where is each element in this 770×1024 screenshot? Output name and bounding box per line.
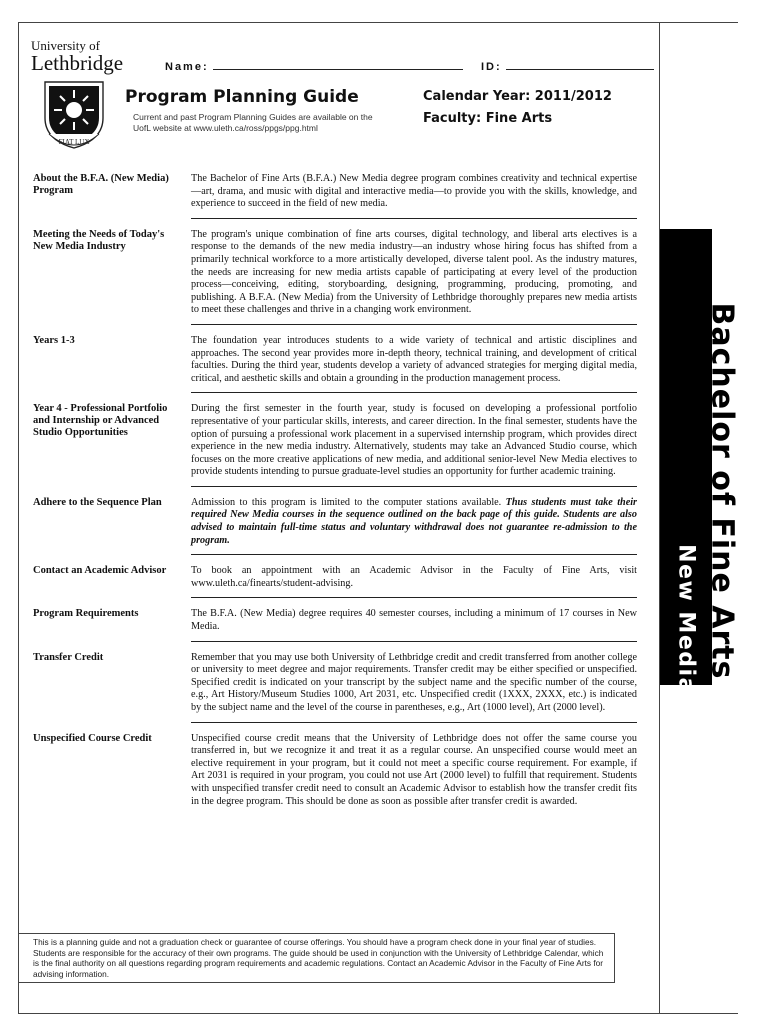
- name-field[interactable]: [165, 59, 463, 73]
- section-body: The program's unique combination of fine arts courses, digital technology, and liberal arts electives is a response to the demands of the new media industry—an industry whose hiring focus has shifted from a primarily technical workforce to a more artistically developed, diverse talent pool. As the industry matures, the needs are increasing for new media artists capable of participating at every level of the production process—conceiving, editing, storyboarding, designing, programming, producing, promoting, and publishing. A B.F.A. (New Media) from the University of Lethbridge thoroughly prepares new media artists to meet these challenges and thrive in a changing work environment.: [191, 228, 637, 316]
- section-program-requirements: [33, 608, 637, 633]
- side-panel: [659, 23, 739, 1013]
- faculty: Faculty: Fine Arts: [423, 111, 553, 126]
- id-label: ID:: [481, 61, 502, 73]
- section-year-4: [33, 403, 637, 479]
- section-heading: Contact an Academic Advisor: [33, 565, 167, 577]
- id-blank-line[interactable]: [506, 59, 654, 70]
- name-blank-line[interactable]: [213, 59, 463, 70]
- section-body: [191, 497, 637, 547]
- section-sequence-plan: [33, 497, 637, 547]
- section-body: During the first semester in the fourth year, study is focused on developing a professional portfolio representative of your particular skills, interests, and career direction. In the final semester, students have the option of pursuing a professional work placement in a supervised internship program, which provides direct experience in the new media industry. Alternatively, students may take an Advanced Studio course, which focuses on the more creative applications of new media, and additional senior-level New Media electives to provide students intending to pursue graduate-level studies an opportunity for further academic training.: [191, 403, 637, 478]
- section-industry-needs: [33, 229, 637, 317]
- section-transfer-credit: [33, 652, 637, 715]
- section-body-emphasis: Thus students must take their required New Media courses in the sequence outlined on the back page of this guide. Students are also advised to maintain full-time status and voluntary withdrawal does not guarantee re-admission to the program.: [191, 496, 638, 546]
- section-unspecified-credit: [33, 733, 637, 809]
- section-body-text: Admission to this program is limited to the computer stations available.: [191, 496, 506, 508]
- section-heading: Adhere to the Sequence Plan: [33, 496, 162, 508]
- section-heading: Unspecified Course Credit: [33, 732, 152, 744]
- section-heading: Program Requirements: [33, 608, 139, 620]
- section-body: Remember that you may use both University of Lethbridge credit and credit transferred from another college or university to meet degree and major requirements. Transfer credit may be either specified or unspecified. Specified credit is indicated on your transcript by the subject name and the specific number of the course, e.g., Art History/Museum Studies 1000, Art 2031, etc. Unspecified credit (1XXX, 2XXX, etc.) is indicated by the subject name and the level of the course in parentheses, e.g., Art (1000 level), Art (2000 level).: [191, 651, 637, 713]
- section-heading: Transfer Credit: [33, 651, 104, 663]
- section-divider: [191, 324, 637, 325]
- section-about: [33, 173, 637, 211]
- section-body: Unspecified course credit means that the University of Lethbridge does not offer the same course you transferred in, but we recognize it and treat it as a regular course. An unspecified course would meet an elective requirement in your program, but it could not meet a specific course requirement. For example, if Art 2031 is required in your program, you could not use Art (2000 level) to fulfill that requirement. Students with unspecified transfer credit need to consult an Academic Advisor to establish how the transfer credit fits in the degree program. This should be done as soon as possible after transfer credit is awarded.: [191, 732, 637, 807]
- sun-shield-icon: [39, 78, 109, 152]
- section-heading: About the B.F.A. (New Media) Program: [33, 173, 169, 196]
- section-divider: [191, 597, 637, 598]
- university-logo: [31, 39, 131, 157]
- section-divider: [191, 554, 637, 555]
- section-list: [33, 173, 637, 808]
- page-title: Program Planning Guide: [125, 87, 359, 107]
- id-field[interactable]: [481, 59, 654, 73]
- logo-motto: FIAT LUX: [58, 138, 90, 146]
- logo-line-2: Lethbridge: [31, 51, 124, 75]
- major-label: New Media: [673, 544, 699, 694]
- section-body: The Bachelor of Fine Arts (B.F.A.) New Media degree program combines creativity and technical expertise—art, drama, and music with digital and interactive media—to provide you with the skills, knowledge, and experience to succeed in the field of new media.: [191, 173, 637, 210]
- disclaimer-footer: This is a planning guide and not a graduation check or guarantee of course offerings. You should have a program check done in your final year of studies. Students are responsible for the accuracy of their own programs. The guide should be used in conjunction with the University of Lethbridge Calendar, which is the final authority on all questions regarding program requirements and academic regulations. Contact an Academic Advisor in the Faculty of Fine Arts for advising information.: [19, 933, 615, 983]
- section-divider: [191, 486, 637, 487]
- section-body: The foundation year introduces students to a wide variety of technical and artistic disciplines and approaches. The second year provides more in-depth theory, technical training, and development of critical faculties. During the third year, students develop a variety of advanced strategies for merging digital media, critical, and aesthetic skills and obtain a grounding in the production management process.: [191, 334, 637, 384]
- section-divider: [191, 392, 637, 393]
- section-heading: Years 1-3: [33, 334, 75, 346]
- title-note: Current and past Program Planning Guides are available on the UofL website at www.uleth.ca/ross/ppgs/ppg.html: [133, 112, 373, 133]
- section-body: To book an appointment with an Academic Advisor in the Faculty of Fine Arts, visit www.uleth.ca/finearts/student-advising.: [191, 565, 637, 589]
- section-contact-advisor: [33, 565, 637, 590]
- calendar-year: Calendar Year: 2011/2012: [423, 89, 612, 104]
- section-divider: [191, 722, 637, 723]
- document-page: [18, 22, 738, 1014]
- section-divider: [191, 218, 637, 219]
- section-body: The B.F.A. (New Media) degree requires 40 semester courses, including a minimum of 17 courses in New Media.: [191, 608, 637, 633]
- logo-line-1: University of: [31, 38, 100, 53]
- section-years-1-3: [33, 335, 637, 385]
- program-label: Bachelor of Fine Arts: [704, 302, 740, 680]
- section-heading: Meeting the Needs of Today's New Media Industry: [33, 228, 165, 252]
- section-divider: [191, 641, 637, 642]
- section-heading: Year 4 - Professional Portfolio and Internship or Advanced Studio Opportunities: [33, 403, 168, 439]
- name-label: Name:: [165, 61, 209, 73]
